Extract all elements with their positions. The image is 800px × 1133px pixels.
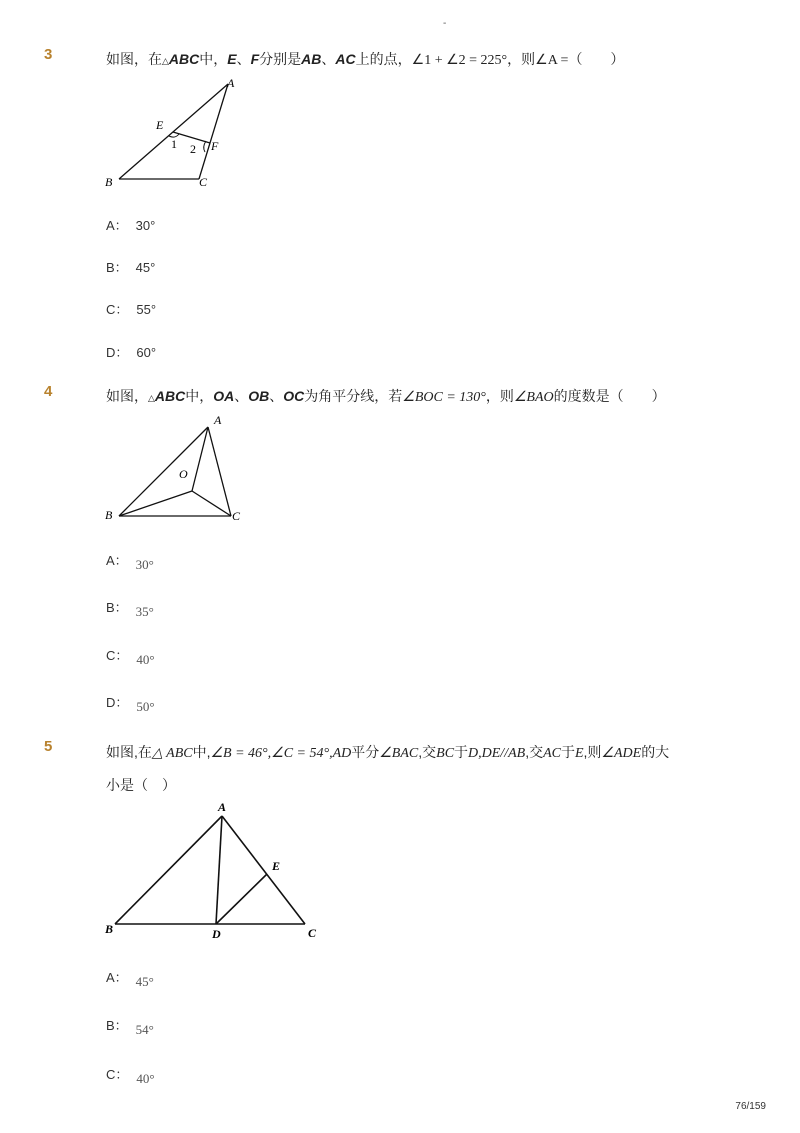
question-4-number: 4 <box>44 383 53 400</box>
question-4-option-c[interactable]: C： 40° <box>106 648 155 667</box>
question-3-figure <box>100 75 250 195</box>
question-3-text: 如图，在△ABC中，E、F分别是AB、AC上的点，∠1 + ∠2 = 225°，则∠A =（ ） <box>106 51 625 68</box>
label-A: A <box>214 413 222 427</box>
question-5-number: 5 <box>44 738 53 755</box>
question-4-text: 如图，△ABC中，OA、OB、OC为角平分线，若∠BOC = 130°，则∠BAO的度数是（ ） <box>106 388 666 405</box>
label-A: A <box>218 800 227 814</box>
question-3-option-c[interactable]: C： 55° <box>106 302 157 317</box>
label-C: C <box>308 926 317 940</box>
label-B: B <box>105 508 113 522</box>
question-4-option-d[interactable]: D： 50° <box>106 695 155 714</box>
label-B: B <box>105 175 113 189</box>
label-D: D <box>212 927 221 941</box>
question-3-option-b[interactable]: B： 45° <box>106 260 156 275</box>
question-4-figure <box>100 410 250 530</box>
question-5-figure <box>100 798 330 948</box>
label-angle-2: 2 <box>190 142 196 156</box>
question-5-text-line2: 小是（ ） <box>106 777 176 793</box>
label-E: E <box>156 118 164 132</box>
label-B: B <box>105 922 114 936</box>
label-A: A <box>227 76 235 90</box>
label-O: O <box>179 467 188 481</box>
header-mark: - <box>443 18 447 29</box>
question-3-option-d[interactable]: D： 60° <box>106 345 157 360</box>
question-4-option-a[interactable]: A： 30° <box>106 553 154 572</box>
question-3-option-a[interactable]: A： 30° <box>106 218 156 233</box>
label-angle-1: 1 <box>171 137 177 151</box>
label-E: E <box>272 859 281 873</box>
question-4-option-b[interactable]: B： 35° <box>106 600 154 619</box>
question-5-option-c[interactable]: C： 40° <box>106 1067 155 1086</box>
page-number: 76/159 <box>735 1101 766 1112</box>
question-5-option-a[interactable]: A： 45° <box>106 970 154 989</box>
question-5-text-line1: 如图,在△ ABC中,∠B = 46°,∠C = 54°,AD平分∠BAC,交BC于D,DE//AB,交AC于E,则∠ADE的大 <box>106 744 670 761</box>
label-C: C <box>232 509 241 523</box>
question-3-number: 3 <box>44 46 53 63</box>
label-F: F <box>211 139 219 153</box>
question-5-option-b[interactable]: B： 54° <box>106 1018 154 1037</box>
label-C: C <box>199 175 208 189</box>
